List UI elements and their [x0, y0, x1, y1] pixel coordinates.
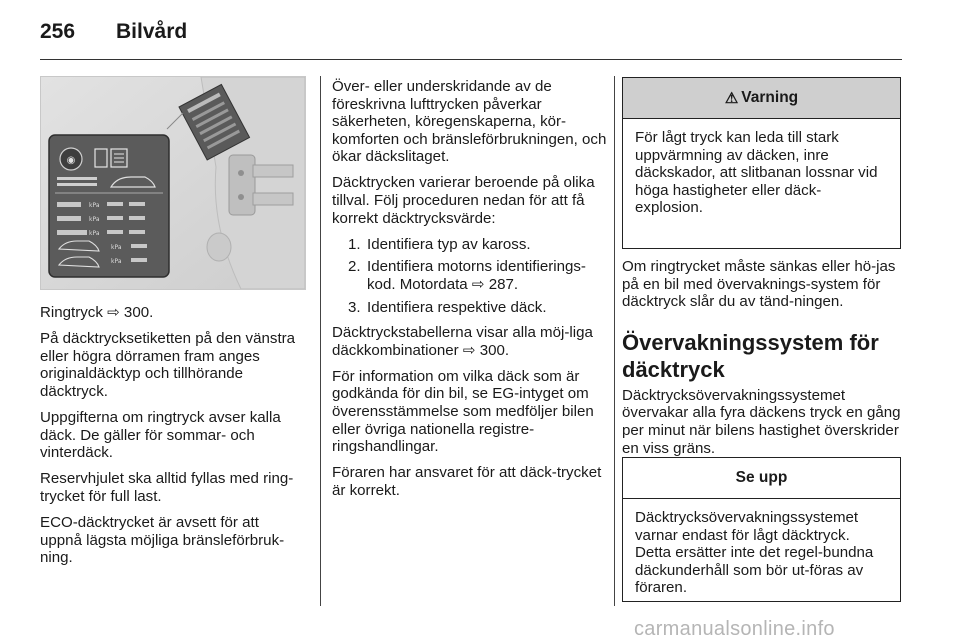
paragraph: På däcktrycksetiketten på den vänstra eller högra dörramen fram anges originaldäcktyp och tillhörande däcktryck. [40, 330, 296, 400]
paragraph: Ringtryck ⇨ 300. [40, 304, 154, 321]
warning-box [622, 77, 901, 249]
page-title: Bilvård [116, 20, 188, 43]
watermark: carmanualsonline.info [634, 618, 835, 640]
paragraph: ECO-däcktrycket är avsett för att uppnå lägsta möjliga bränsleförbruk-ning. [40, 513, 285, 567]
svg-text:kPa: kPa [111, 258, 122, 265]
step-text: Identifiera respektive däck. [367, 298, 547, 316]
paragraph: För information om vilka däck som är godkända för din bil, se EG-intyget om överensstämmelse som medföljer bilen eller övriga nationella registre-ringshandlingar. [332, 367, 594, 456]
page-number: 256 [40, 20, 76, 43]
page-header [40, 20, 902, 60]
tire-pressure-label-illustration [40, 76, 306, 290]
list-item [332, 258, 607, 293]
column-divider-2 [614, 76, 615, 606]
column-divider-1 [320, 76, 321, 606]
column-1 [40, 304, 304, 575]
warning-text: För lågt tryck kan leda till stark uppvärmning av däcken, inre däckskador, att slitbanan lossnar vid höga hastigheter eller däck-explosion. [635, 129, 878, 217]
step-text: Identifiera motorns identifierings-kod. Motordata ⇨ 287. [367, 258, 586, 293]
door-frame-drawing [41, 77, 305, 289]
svg-text:kPa: kPa [89, 216, 100, 223]
header-rule [40, 59, 902, 60]
section-heading: Övervakningssystem för däcktryck [622, 329, 879, 382]
paragraph: Reservhjulet ska alltid fyllas med ring-trycket för full last. [40, 470, 294, 505]
paragraph: Om ringtrycket måste sänkas eller hö-jas på en bil med övervaknings-system för däcktryck slår du av tänd-ningen. [622, 258, 896, 311]
paragraph: Däcktrycksövervakningssystemet övervakar alla fyra däckens tryck en gång per minut när bilens hastighet överskrider en viss gräns. [622, 386, 901, 457]
list-item [332, 299, 607, 317]
paragraph: Föraren har ansvaret för att däck-trycket är korrekt. [332, 464, 602, 499]
svg-text:◉: ◉ [66, 155, 76, 166]
column-3 [622, 258, 902, 466]
caution-title: Se upp [623, 458, 900, 499]
caution-text: Däcktrycksövervakningssystemet varnar endast för lågt däcktryck. Detta ersätter inte det regel-bundna däckunderhåll som bör ut-föras av föraren. [635, 509, 874, 597]
paragraph: Över- eller underskridande av de föreskrivna lufttrycken påverkar säkerheten, köregenskaperna, kör-komforten och bränsleförbrukningen, och ökar däckslitaget. [332, 78, 607, 166]
column-2 [332, 78, 607, 508]
step-number: 3. [348, 298, 361, 316]
list-item [332, 236, 607, 254]
procedure-list [332, 236, 607, 316]
paragraph: Uppgifterna om ringtryck avser kalla däck. De gäller för sommar- och vinterdäck. [40, 408, 281, 462]
paragraph: Däcktryckstabellerna visar alla möj-liga däckkombinationer ⇨ 300. [332, 324, 593, 359]
svg-text:kPa: kPa [111, 244, 122, 251]
warning-triangle-icon: ⚠ [724, 90, 739, 107]
svg-text:kPa: kPa [89, 230, 100, 237]
caution-box [622, 457, 901, 602]
warning-title: Varning [741, 89, 799, 106]
step-number: 1. [348, 235, 361, 253]
svg-text:kPa: kPa [89, 202, 100, 209]
warning-header [623, 78, 900, 119]
step-number: 2. [348, 258, 361, 276]
step-text: Identifiera typ av kaross. [367, 235, 531, 253]
paragraph: Däcktrycken varierar beroende på olika tillval. Följ proceduren nedan för att få korrekt däcktrycksvärde: [332, 174, 595, 227]
